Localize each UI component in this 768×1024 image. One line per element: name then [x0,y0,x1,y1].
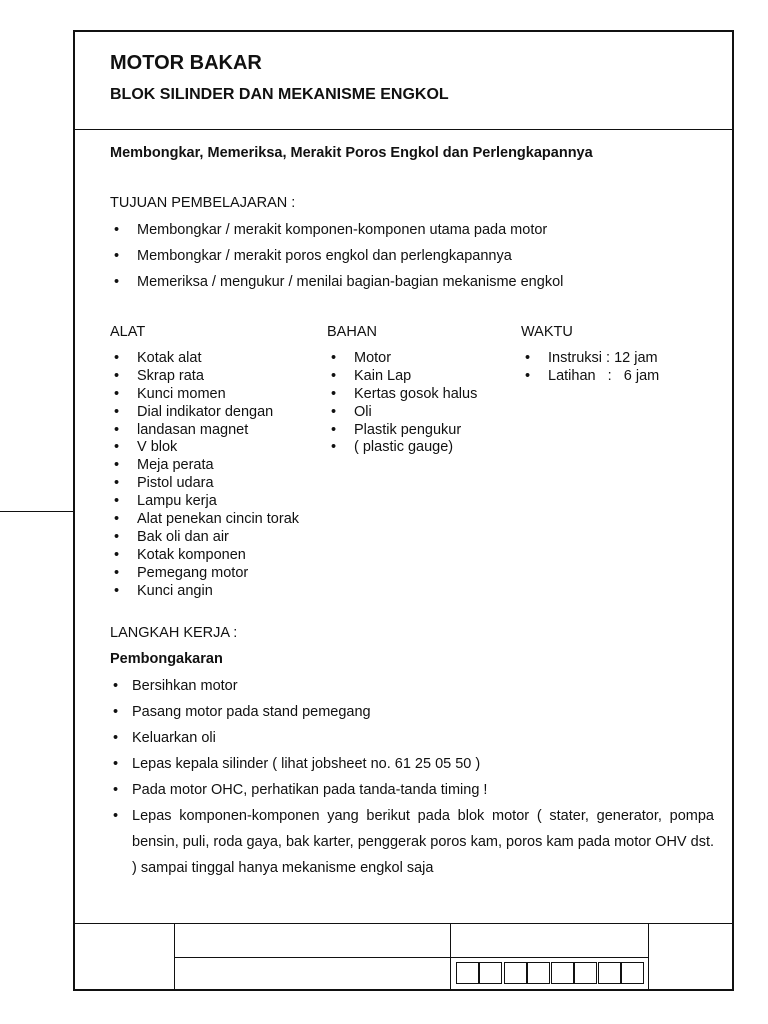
list-item: • Pemegang motor [110,565,299,583]
list-item: • Kunci angin [110,583,299,601]
list-item: • Pasang motor pada stand pemegang [110,699,714,725]
list-item: • Pada motor OHC, perhatikan pada tanda-tanda timing ! [110,777,714,803]
topic-heading: Membongkar, Memeriksa, Merakit Poros Engkol dan Perlengkapannya [110,145,593,161]
list-item: • Membongkar / merakit komponen-komponen utama pada motor [110,217,563,243]
waktu-heading: WAKTU [521,324,573,340]
steps-list [110,673,714,881]
footer-divider [73,923,734,924]
code-box [504,962,527,984]
list-item: • Alat penekan cincin torak [110,511,299,529]
list-item: • Kotak alat [110,350,299,368]
alat-list [110,350,299,600]
list-item: • Kertas gosok halus [327,386,477,404]
list-item: • Skrap rata [110,368,299,386]
list-item: • Membongkar / merakit poros engkol dan perlengkapannya [110,243,563,269]
waktu-list [521,350,659,386]
code-box [621,962,644,984]
code-box [574,962,597,984]
document-title: MOTOR BAKAR [110,52,262,74]
code-boxes [450,957,648,991]
steps-heading: LANGKAH KERJA : [110,625,238,641]
code-box [479,962,502,984]
objectives-heading: TUJUAN PEMBELAJARAN : [110,195,296,211]
alat-heading: ALAT [110,324,146,340]
list-item: • Lampu kerja [110,493,299,511]
list-item: • landasan magnet [110,422,299,440]
list-item: • Bersihkan motor [110,673,714,699]
list-item: • Plastik pengukur [327,422,477,440]
list-item: • Keluarkan oli [110,725,714,751]
list-item: • Oli [327,404,477,422]
list-item: • Kotak komponen [110,547,299,565]
bahan-list [327,350,477,457]
code-box [527,962,550,984]
header-divider [73,129,734,130]
list-item: • Bak oli dan air [110,529,299,547]
margin-mark [0,511,73,512]
list-item: • Lepas kepala silinder ( lihat jobsheet no. 61 25 05 50 ) [110,751,714,777]
list-item: • Memeriksa / mengukur / menilai bagian-bagian mekanisme engkol [110,269,563,295]
list-item: • Lepas komponen-komponen yang berikut pada blok motor ( stater, generator, pompa bensin, puli, roda gaya, bak karter, penggerak poros kam, poros kam pada motor OHV dst. ) sampai tinggal hanya mekanisme engkol saja [110,803,714,881]
list-item: • Pistol udara [110,475,299,493]
code-box [456,962,479,984]
list-item: • Motor [327,350,477,368]
list-item: • Meja perata [110,457,299,475]
code-box [598,962,621,984]
footer-column-line [648,923,649,991]
document-subtitle: BLOK SILINDER DAN MEKANISME ENGKOL [110,86,449,103]
list-item: • Instruksi : 12 jam [521,350,659,368]
list-item: • Kain Lap [327,368,477,386]
list-item: • ( plastic gauge) [327,439,477,457]
steps-subheading: Pembongakaran [110,651,223,667]
bahan-heading: BAHAN [327,324,377,340]
list-item: • Latihan : 6 jam [521,368,659,386]
code-box [551,962,574,984]
objectives-list [110,217,563,295]
list-item: • Kunci momen [110,386,299,404]
list-item: • Dial indikator dengan [110,404,299,422]
list-item: • V blok [110,439,299,457]
